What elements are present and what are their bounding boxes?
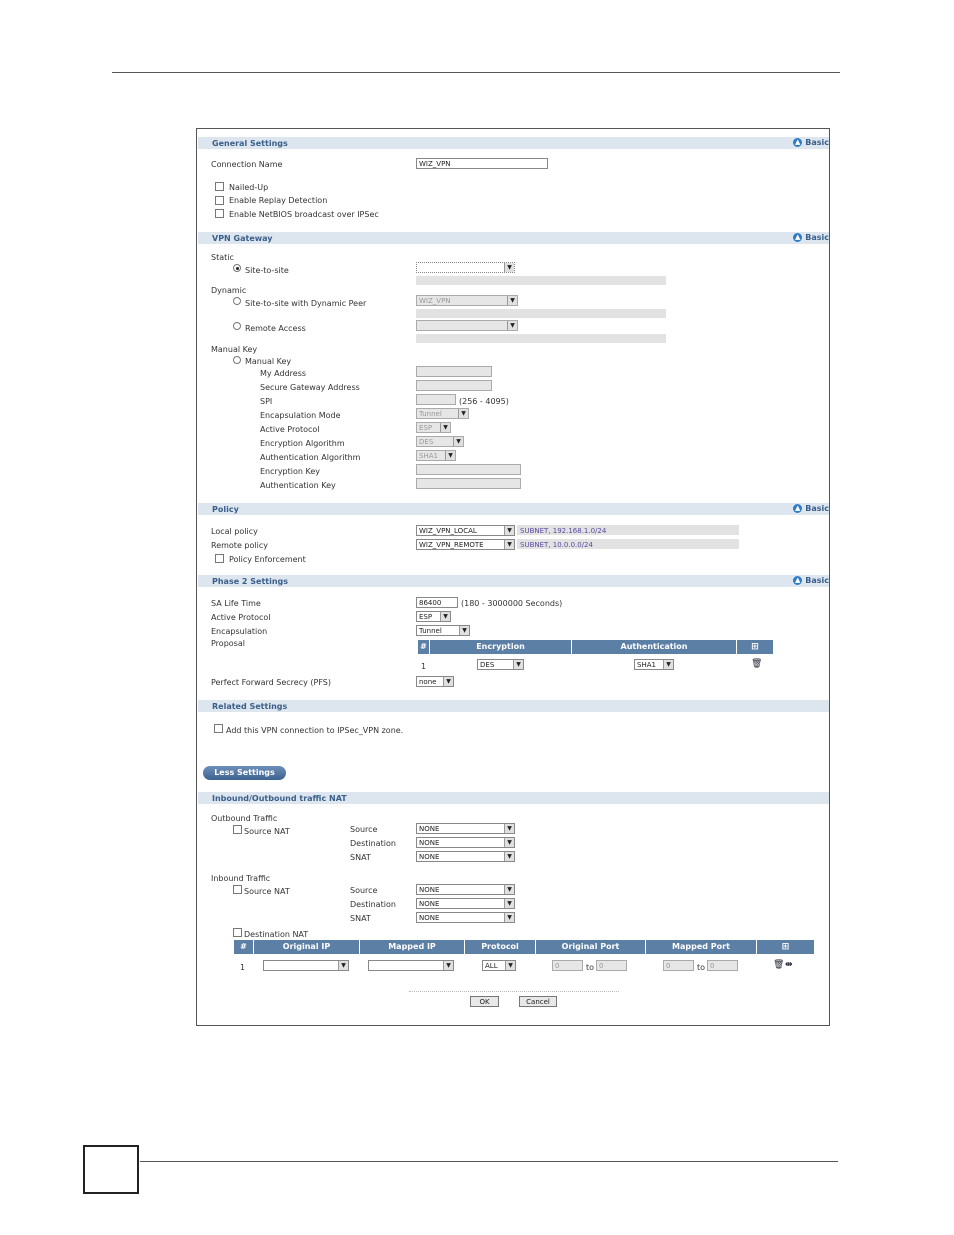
p2-active-protocol-label: Active Protocol: [211, 613, 271, 622]
policy-enforcement-label: Policy Enforcement: [229, 555, 306, 564]
dnat-col-original-ip: Original IP: [254, 940, 359, 954]
dnat-original-port-start[interactable]: 0: [552, 960, 583, 971]
manual-key-option-label: Manual Key: [245, 357, 292, 366]
section-title: Related Settings: [212, 702, 288, 711]
site-to-site-select[interactable]: [416, 262, 515, 273]
outbound-source-nat-label: Source NAT: [244, 827, 290, 836]
replay-detection-checkbox[interactable]: [215, 196, 224, 205]
chevron-down-icon: ▼: [443, 961, 453, 970]
chevron-down-icon: ▼: [440, 612, 450, 621]
basic-label: Basic: [805, 138, 829, 147]
auth-algo-label: Authentication Algorithm: [260, 453, 361, 462]
site-to-site-label: Site-to-site: [245, 266, 289, 275]
chevron-down-icon: ▼: [504, 838, 514, 847]
chevron-down-icon: ▼: [453, 437, 463, 446]
basic-link[interactable]: [793, 138, 829, 147]
chevron-down-icon: ▼: [504, 263, 514, 272]
auth-key-input[interactable]: [416, 478, 521, 489]
site-to-site-info-bar: [416, 276, 666, 285]
button-divider: [409, 991, 619, 992]
connection-name-input[interactable]: WIZ_VPN: [416, 158, 548, 169]
chevron-down-icon: ▼: [507, 296, 517, 305]
section-title: Inbound/Outbound traffic NAT: [212, 794, 347, 803]
dynamic-peer-label: Site-to-site with Dynamic Peer: [245, 299, 367, 308]
sa-life-range: (180 - 3000000 Seconds): [461, 599, 563, 608]
outbound-source-label: Source: [350, 825, 378, 834]
active-protocol-label: Active Protocol: [260, 425, 320, 434]
chevron-down-icon: ▼: [504, 852, 514, 861]
dnat-original-port-to: to: [586, 963, 595, 972]
encap-mode-label: Encapsulation Mode: [260, 411, 341, 420]
sa-life-label: SA Life Time: [211, 599, 261, 608]
chevron-down-icon: ▼: [504, 540, 514, 549]
remote-policy-info: SUBNET, 10.0.0.0/24: [520, 541, 593, 549]
footer-rule: [140, 1161, 838, 1162]
auth-key-label: Authentication Key: [260, 481, 336, 490]
dynamic-peer-select[interactable]: [416, 295, 518, 306]
inbound-source-nat-label: Source NAT: [244, 887, 290, 896]
zone-checkbox-label: Add this VPN connection to IPSec_VPN zone.: [226, 726, 404, 735]
section-general-settings: [198, 137, 829, 149]
auth-algo-value: SHA1: [419, 452, 438, 460]
trash-icon[interactable]: 🗑: [751, 659, 763, 669]
enc-key-input[interactable]: [416, 464, 521, 475]
spi-label: SPI: [260, 397, 273, 406]
remote-policy-label: Remote policy: [211, 541, 268, 550]
proposal-row-num: 1: [421, 662, 427, 671]
spi-range: (256 - 4095): [459, 397, 509, 406]
my-address-label: My Address: [260, 369, 307, 378]
section-nat: [198, 792, 829, 804]
chevron-up-icon: ▲: [795, 138, 801, 146]
remote-access-info-bar: [416, 334, 666, 343]
section-policy: [198, 503, 829, 515]
dynamic-peer-info-bar: [416, 309, 666, 318]
vpn-config-panel: [196, 128, 830, 1026]
proposal-authentication-value: SHA1: [637, 661, 656, 669]
chevron-down-icon: ▼: [505, 961, 515, 970]
encapsulation-select[interactable]: [416, 625, 470, 636]
zone-checkbox[interactable]: [214, 724, 223, 733]
chevron-down-icon: ▼: [507, 321, 517, 330]
add-icon[interactable]: ⊞: [781, 942, 790, 952]
remote-access-radio[interactable]: [233, 322, 241, 330]
pfs-label: Perfect Forward Secrecy (PFS): [211, 678, 331, 687]
encapsulation-label: Encapsulation: [211, 627, 268, 636]
proposal-encryption-value: DES: [480, 661, 495, 669]
chevron-down-icon: ▼: [443, 677, 453, 686]
replay-detection-label: Enable Replay Detection: [229, 196, 328, 205]
chevron-down-icon: ▼: [663, 660, 673, 669]
inbound-source-select[interactable]: [416, 884, 515, 895]
outbound-snat-label: SNAT: [350, 853, 371, 862]
connection-name-label: Connection Name: [211, 160, 283, 169]
destination-nat-label: Destination NAT: [244, 930, 309, 939]
chevron-up-icon: ▲: [795, 576, 801, 584]
section-related-settings: [198, 700, 829, 712]
p2-active-protocol-select[interactable]: [416, 611, 451, 622]
section-title: VPN Gateway: [212, 234, 273, 243]
proposal-add-header: [737, 640, 773, 654]
proposal-encryption-select[interactable]: [477, 659, 524, 670]
manual-key-label: Manual Key: [211, 345, 258, 354]
secure-gateway-label: Secure Gateway Address: [260, 383, 360, 392]
basic-link[interactable]: [793, 504, 829, 513]
p2-active-protocol-value: ESP: [419, 613, 433, 621]
inbound-source-nat-checkbox[interactable]: [233, 885, 242, 894]
select-value: NONE: [419, 886, 440, 894]
add-icon[interactable]: ⊞: [751, 642, 759, 652]
proposal-col-num: #: [418, 640, 429, 654]
dnat-col-mapped-ip: Mapped IP: [360, 940, 464, 954]
outbound-traffic-label: Outbound Traffic: [211, 814, 278, 823]
local-policy-select[interactable]: [416, 525, 515, 536]
my-address-input[interactable]: [416, 366, 492, 377]
basic-label: Basic: [805, 504, 829, 513]
section-title: Policy: [212, 505, 239, 514]
select-value: NONE: [419, 839, 440, 847]
enc-key-label: Encryption Key: [260, 467, 320, 476]
active-protocol-value: ESP: [419, 424, 433, 432]
outbound-snat-select[interactable]: [416, 851, 515, 862]
select-value: NONE: [419, 914, 440, 922]
section-title: Phase 2 Settings: [212, 577, 289, 586]
encap-mode-select[interactable]: [416, 408, 469, 419]
outbound-destination-label: Destination: [350, 839, 396, 848]
less-settings-button[interactable]: Less Settings: [203, 766, 286, 780]
remote-policy-value: WIZ_VPN_REMOTE: [419, 541, 484, 549]
chevron-down-icon: ▼: [504, 885, 514, 894]
local-policy-label: Local policy: [211, 527, 258, 536]
chevron-down-icon: ▼: [513, 660, 523, 669]
manual-key-radio[interactable]: [233, 356, 241, 364]
section-title: General Settings: [212, 139, 288, 148]
outbound-source-select[interactable]: [416, 823, 515, 834]
dnat-col-original-port: Original Port: [536, 940, 645, 954]
move-icon[interactable]: ⇹: [785, 960, 793, 970]
enc-algo-value: DES: [419, 438, 434, 446]
page-number-box: [83, 1145, 139, 1194]
remote-access-select[interactable]: [416, 320, 518, 331]
dnat-mapped-port-end[interactable]: 0: [707, 960, 738, 971]
inbound-snat-label: SNAT: [350, 914, 371, 923]
select-value: NONE: [419, 853, 440, 861]
proposal-authentication-select[interactable]: [634, 659, 674, 670]
dnat-col-protocol: Protocol: [465, 940, 535, 954]
local-policy-info: SUBNET, 192.168.1.0/24: [520, 527, 607, 535]
chevron-down-icon: ▼: [504, 913, 514, 922]
netbios-checkbox[interactable]: [215, 209, 224, 218]
ok-button[interactable]: OK: [470, 996, 499, 1007]
chevron-down-icon: ▼: [459, 626, 469, 635]
pfs-value: none: [419, 678, 437, 686]
dnat-mapped-port-to: to: [697, 963, 706, 972]
cancel-button[interactable]: Cancel: [519, 996, 557, 1007]
select-value: NONE: [419, 900, 440, 908]
netbios-label: Enable NetBIOS broadcast over IPSec: [229, 210, 379, 219]
dnat-add-header: [757, 940, 814, 954]
inbound-destination-select[interactable]: [416, 898, 515, 909]
chevron-down-icon: ▼: [458, 409, 468, 418]
chevron-up-icon: ▲: [795, 504, 801, 512]
chevron-down-icon: ▼: [504, 824, 514, 833]
inbound-source-label: Source: [350, 886, 378, 895]
static-label: Static: [211, 253, 234, 262]
inbound-destination-label: Destination: [350, 900, 396, 909]
remote-access-label: Remote Access: [245, 324, 306, 333]
site-to-site-radio[interactable]: [233, 264, 241, 272]
trash-icon[interactable]: 🗑: [773, 960, 785, 970]
encapsulation-value: Tunnel: [419, 627, 442, 635]
pfs-select[interactable]: [416, 676, 454, 687]
dynamic-label: Dynamic: [211, 286, 247, 295]
outbound-source-nat-checkbox[interactable]: [233, 825, 242, 834]
chevron-down-icon: ▼: [440, 423, 450, 432]
dnat-protocol-value: ALL: [485, 962, 498, 970]
dnat-protocol-select[interactable]: [482, 960, 516, 971]
remote-policy-select[interactable]: [416, 539, 515, 550]
basic-link[interactable]: [793, 576, 829, 585]
auth-algo-select[interactable]: [416, 450, 456, 461]
basic-label: Basic: [805, 233, 829, 242]
chevron-down-icon: ▼: [504, 526, 514, 535]
dynamic-peer-radio[interactable]: [233, 297, 241, 305]
select-value: NONE: [419, 825, 440, 833]
chevron-down-icon: ▼: [445, 451, 455, 460]
nailed-up-checkbox[interactable]: [215, 182, 224, 191]
dynamic-peer-value: WIZ_VPN: [419, 297, 451, 305]
dnat-original-ip-select[interactable]: [263, 960, 349, 971]
basic-link[interactable]: [793, 233, 829, 242]
dnat-row-num: 1: [240, 963, 246, 972]
local-policy-value: WIZ_VPN_LOCAL: [419, 527, 477, 535]
active-protocol-select[interactable]: [416, 422, 451, 433]
section-phase2-settings: [198, 575, 829, 587]
chevron-down-icon: ▼: [338, 961, 348, 970]
secure-gateway-input[interactable]: [416, 380, 492, 391]
basic-label: Basic: [805, 576, 829, 585]
proposal-label: Proposal: [211, 639, 245, 648]
dnat-col-num: #: [234, 940, 253, 954]
section-vpn-gateway: [198, 232, 829, 244]
chevron-up-icon: ▲: [795, 233, 801, 241]
enc-algo-label: Encryption Algorithm: [260, 439, 345, 448]
chevron-down-icon: ▼: [504, 899, 514, 908]
inbound-traffic-label: Inbound Traffic: [211, 874, 271, 883]
inbound-snat-select[interactable]: [416, 912, 515, 923]
destination-nat-checkbox[interactable]: [233, 928, 242, 937]
enc-algo-select[interactable]: [416, 436, 464, 447]
sa-life-input[interactable]: 86400: [416, 597, 458, 608]
spi-input[interactable]: [416, 394, 456, 405]
dnat-mapped-ip-select[interactable]: [368, 960, 454, 971]
dnat-original-port-end[interactable]: 0: [596, 960, 627, 971]
nailed-up-label: Nailed-Up: [229, 183, 269, 192]
policy-enforcement-checkbox[interactable]: [215, 554, 224, 563]
outbound-destination-select[interactable]: [416, 837, 515, 848]
proposal-col-authentication: Authentication: [572, 640, 736, 654]
header-rule: [112, 72, 840, 73]
proposal-col-encryption: Encryption: [430, 640, 571, 654]
dnat-col-mapped-port: Mapped Port: [646, 940, 756, 954]
dnat-mapped-port-start[interactable]: 0: [663, 960, 694, 971]
encap-mode-value: Tunnel: [419, 410, 442, 418]
